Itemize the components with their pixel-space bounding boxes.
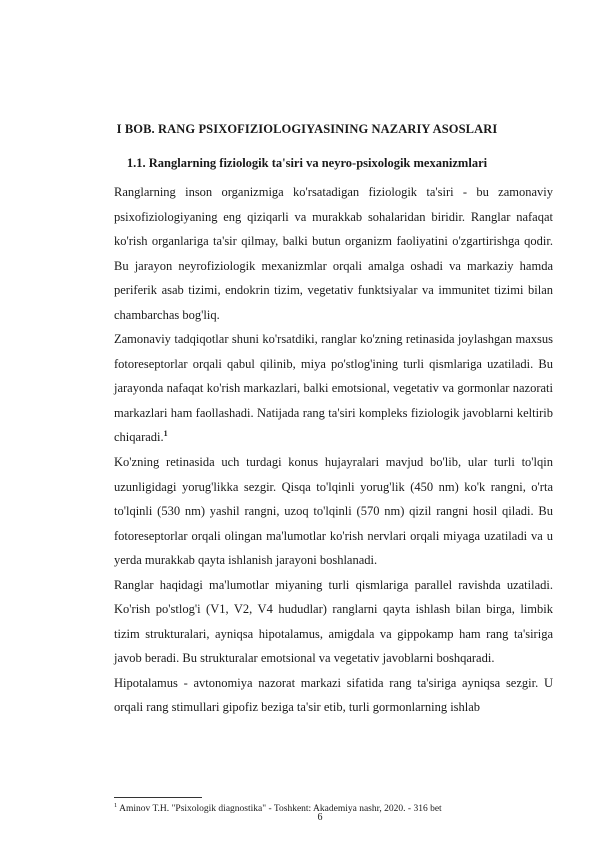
paragraph-5: Hipotalamus - avtonomiya nazorat markazi sifatida rang ta'siriga ayniqsa sezgir. U orqali rang stimullari gipofiz beziga ta'sir etib, turli gormonlarning ishlab xyxy=(114,675,553,715)
body-text xyxy=(114,180,553,720)
footnote-marker: 1 xyxy=(114,802,118,809)
paragraph-3: Ko'zning retinasida uch turdagi konus hujayralari mavjud bo'lib, ular turli to'lqin uzunligidagi yorug'likka sezgir. Qisqa to'lqinli yorug'lik (450 nm) ko'k rangni, o'rta to'lqinli (530 nm) yashil rangni, uzoq to'lqinli (570 nm) qizil rangni hosil qiladi. Bu fotoreseptorlar orqali olingan ma'lumotlar ko'rish nervlari orqali miyaga uzatiladi va u yerda murakkab qayta ishlanish jarayoni boshlanadi. xyxy=(114,455,553,568)
section-title: 1.1. Ranglarning fiziologik ta'siri va neyro-psixologik mexanizmlari xyxy=(126,156,488,170)
footnote-divider xyxy=(114,797,202,798)
footnote-text: Aminov T.H. "Psixologik diagnostika" - Toshkent: Akademiya nashr, 2020. - 316 bet xyxy=(119,804,442,815)
page-number: 6 xyxy=(317,812,323,823)
paragraph-4: Ranglar haqidagi ma'lumotlar miyaning turli qismlariga parallel ravishda uzatiladi. Ko'rish po'stlog'i (V1, V2, V4 hududlar) ranglarni qayta ishlash bilan birga, limbik tizim strukturalari, ayniqsa hipotalamus, amigdala va gippokamp ham rang ta'siriga javob beradi. Bu strukturalar emotsional va vegetativ javoblarni boshqaradi. xyxy=(114,577,553,666)
chapter-title: I BOB. RANG PSIXOFIZIOLOGIYASINING NAZARIY ASOSLARI xyxy=(116,122,498,136)
paragraph-1: Ranglarning inson organizmiga ko'rsatadigan fiziologik ta'siri - bu zamonaviy psixofiziologiyaning eng qiziqarli va murakkab sohalaridan biridir. Ranglar nafaqat ko'rish organlariga ta'sir qilmay, balki butun organizm faoliyatini o'zgartirishga qodir. Bu jarayon neyrofiziologik mexanizmlar orqali amalga oshadi va markaziy hamda periferik asab tizimi, endokrin tizim, vegetativ funktsiyalar va immunitet tizimi bilan chambarchas bog'liq. xyxy=(114,185,553,322)
footnote-reference[interactable]: 1 xyxy=(163,429,168,439)
paragraph-2 xyxy=(114,327,553,450)
paragraph-2-text: Zamonaviy tadqiqotlar shuni ko'rsatdiki, ranglar ko'zning retinasida joylashgan maxsus fotoreseptorlar orqali qabul qilinib, miya po'stlog'ining turli qismlariga uzatiladi. Bu jarayonda nafaqat ko'rish markazlari, balki emotsional, vegetativ va gormonlar nazorati markazlari ham faollashadi. Natijada rang ta'siri kompleks fiziologik javoblarni keltirib chiqaradi. xyxy=(114,332,553,445)
